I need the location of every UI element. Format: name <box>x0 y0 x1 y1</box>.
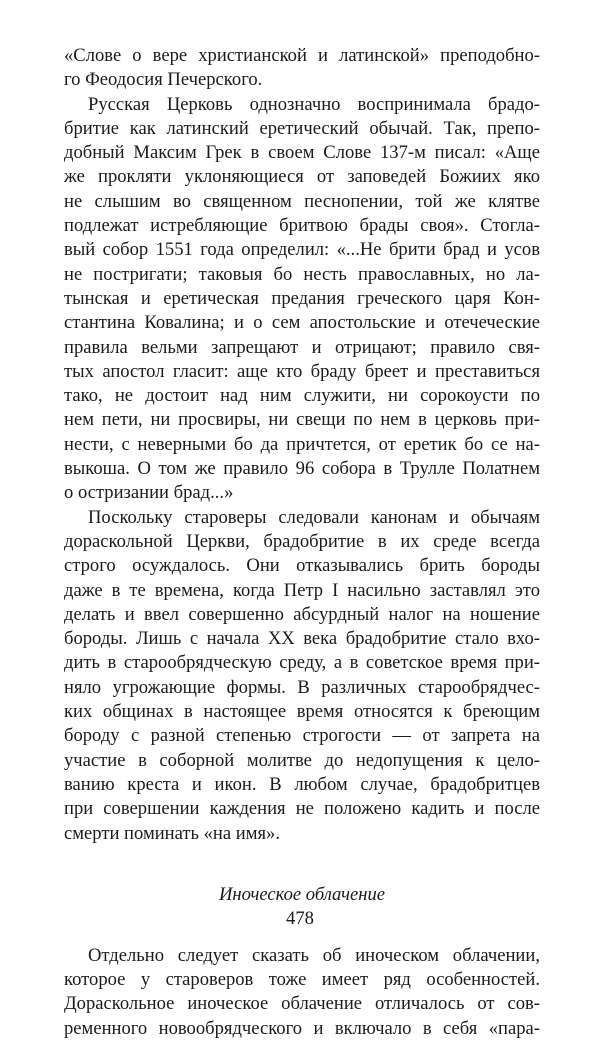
text-line: выкоша. О том же правило 96 собора в Трулле Полатнем <box>64 458 540 480</box>
text-line: даже в те времена, когда Петр I насильно заставлял это <box>64 579 540 601</box>
text-line: няло угрожающие формы. В различных старообрядчес- <box>64 676 540 698</box>
page-body <box>64 44 540 1041</box>
text-line: тако, не достоит над ним служити, ни сорокоусти по <box>64 385 540 407</box>
text-line: же прокляти уклоняющиеся от заповедей Божиих яко <box>64 166 540 188</box>
text-line: дить в старообрядческую среду, а в советское время при- <box>64 652 540 674</box>
text-line: нем пети, ни просвиры, ни свещи по нем в церковь при- <box>64 409 540 431</box>
section-heading: Иноческое облачение <box>218 883 385 905</box>
paragraph-3 <box>64 506 540 846</box>
text-line: при совершении каждения не положено кадить и после <box>64 798 540 820</box>
text-line: ванию креста и икон. В любом случае, брадобритцев <box>64 773 540 795</box>
text-line: Поскольку староверы следовали канонам и обычаям <box>88 506 540 528</box>
text-line: добный Максим Грек в своем Слове 137-м писал: «Аще <box>64 142 540 164</box>
text-line: бороду с разной степенью строгости — от запрета на <box>64 725 540 747</box>
text-line: го Феодосия Печерского. <box>64 69 263 91</box>
text-line: Русская Церковь однозначно воспринимала брадо- <box>88 93 540 115</box>
text-line: подлежат истребляющие бритвою брады своя». Стогла- <box>64 215 540 237</box>
text-line: тых апостол гласит: аще кто браду бреет и преставиться <box>64 360 540 382</box>
paragraph-1 <box>64 44 540 93</box>
paragraph-4 <box>64 944 540 1041</box>
text-line: смерти поминать «на имя». <box>64 822 280 844</box>
text-line: Отдельно следует сказать об иноческом облачении, <box>88 944 540 966</box>
text-line: правила вельми запрещают и отрицают; правило свя- <box>64 336 540 358</box>
text-line: не слышим во священном песнопении, той же клятве <box>64 190 540 212</box>
text-line: «Слове о вере христианской и латинской» преподобно- <box>64 45 540 66</box>
text-line: нести, с неверными бо да причтется, от еретик бо се на- <box>64 433 540 455</box>
text-line: бритие как латинский еретический обычай. Так, препо- <box>64 117 540 139</box>
text-line: делать и ввел совершенно абсурдный налог на ношение <box>64 603 540 625</box>
text-line: вый собор 1551 года определил: «...Не брити брад и усов <box>64 239 540 261</box>
text-line: строго осуждалось. Они отказывались брить бороды <box>64 555 540 577</box>
text-line: участие в соборной молитве до недопущения к цело- <box>64 749 540 771</box>
text-line: стантина Ковалина; и о сем апостольские и отечеческие <box>64 312 540 334</box>
text-line: ких общинах в настоящее время относятся к бреющим <box>64 701 540 723</box>
page-number: 478 <box>286 908 314 929</box>
text-line: не постригати; таковыя бо несть православных, но ла- <box>64 263 540 285</box>
text-line: тынская и еретическая предания греческого царя Кон- <box>64 287 540 309</box>
text-line: дораскольной Церкви, брадобритие в их среде всегда <box>64 530 540 552</box>
text-line: о остризании брад...» <box>64 482 234 504</box>
text-line: Дораскольное иноческое облачение отличалось от сов- <box>64 993 540 1015</box>
text-line: бороды. Лишь с начала XX века брадобритие стало вхо- <box>64 628 540 650</box>
text-line: ременного новообрядческого и включало в себя «пара- <box>64 1017 540 1039</box>
paragraph-2 <box>64 93 540 506</box>
text-line: которое у староверов тоже имеет ряд особенностей. <box>64 969 540 991</box>
